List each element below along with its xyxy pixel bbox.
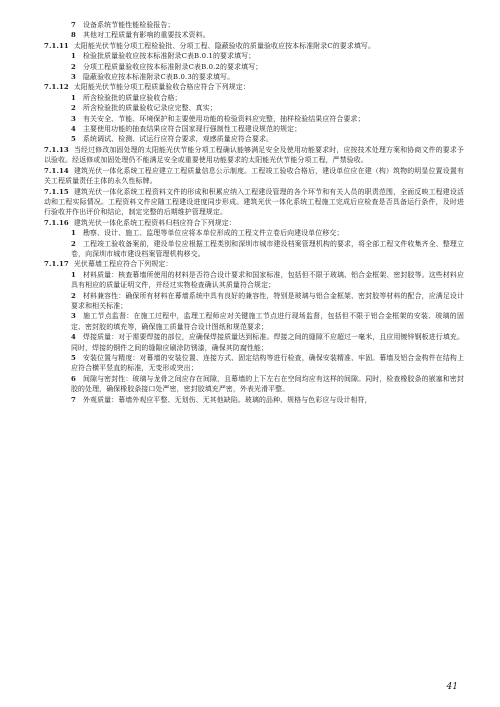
item-text: 设备系统节能性能检验报告； [83,21,175,29]
item-text: 检验批质量验收应按本标准附录C表B.0.1的要求填写； [83,52,256,61]
list-item [44,311,464,332]
clause [44,187,464,218]
clause [44,259,464,269]
list-item [44,270,464,291]
item-text: 隐蔽验收应按本标准附录C表B.0.3的要求填写。 [83,73,235,82]
clause-number: 7.1.11 [44,41,69,50]
list-item [44,114,464,124]
item-number: 6 [71,374,76,383]
list-item [44,103,464,113]
clause-text: 建筑光伏一体化系统工程应建立工程质量信息公示制度。工程竣工验收合格后，建设单位应在建（构）筑物的明显位置设置有关工程质量责任主体的永久性标牌。 [44,166,464,186]
list-item [44,72,464,82]
item-number: 1 [71,52,76,61]
clause [44,218,464,228]
clause-text: 建筑光伏一体化系统工程资料文件的形成和积累应纳入工程建设管理的各个环节和有关人员的职责范围，全面反映工程建设活动和工程实际情况。工程资料文件应随工程建设进度同步形成。建筑光伏一体化系统工程施工完成后应检查是否具备运行条件，及时进行验收并作出评价和结论，制定完整的后期维护管理规定。 [44,187,464,217]
list-item [44,374,464,395]
list-item [44,51,464,61]
list-item [44,239,464,260]
item-text: 外观质量：幕墙外观应平整、无划伤、无其他缺陷。玻璃的品种、规格与色彩应与设计相符， [83,395,372,404]
item-number: 8 [71,31,76,40]
item-text: 分项工程质量验收应按本标准附录C表B.0.2的要求填写； [83,62,263,71]
list-item [44,30,464,40]
item-text: 焊接质量：对于需要焊接的部位，应确保焊接质量达到标准。焊接之间的缝隙不应超过一毫米，且应用镀锌钢板进行填充。同时，焊接的钢件之间的缝隙应刷涂防锈漆，确保其防腐性能； [71,333,464,352]
item-text: 主要使用功能的抽查结果应符合国家现行强制性工程建设规范的规定； [83,125,302,134]
clause-number: 7.1.13 [44,145,69,154]
clause-text: 光伏幕墙工程应符合下列规定： [73,260,173,269]
list-item [44,134,464,144]
item-text: 系统调试、检测、试运行应符合要求，观感质量应符合要求。 [83,135,274,144]
item-number: 3 [71,312,76,321]
item-number: 2 [71,291,76,300]
list-item [44,228,464,238]
item-number: 2 [71,104,76,113]
item-text: 有关安全、节能、环境保护和主要使用功能的检验资料应完整，抽样检验结果应符合要求； [83,114,365,123]
clause [44,166,464,187]
clause-number: 7.1.17 [44,260,69,269]
item-number: 2 [71,62,76,71]
item-number: 4 [71,125,76,134]
clause-number: 7.1.15 [44,187,69,196]
clause-text: 当经过修改加固处理的太阳能光伏节能分项工程确认能够满足安全及使用功能要求时，应按技术处理方案和协商文件的要求予以验收。经返修或加固处理仍不能满足安全或重要使用功能要求的太阳能光伏节能分项工程，严禁验收。 [44,145,464,165]
item-number: 4 [71,333,76,342]
clause-number: 7.1.16 [44,218,69,227]
item-text: 材料兼容性：确保所有材料在幕墙系统中具有良好的兼容性，特别是玻璃与铝合金框架、密封胶等材料的配合，应满足设计要求和相关标准； [71,291,464,310]
page-number: 41 [446,682,458,692]
item-number: 3 [71,73,76,82]
item-number: 3 [71,114,76,123]
item-number: 1 [71,93,76,102]
clause-number: 7.1.14 [44,166,69,175]
clause-text: 建筑光伏一体化系统工程资料归档应符合下列规定： [73,218,236,227]
item-number: 1 [71,270,76,279]
item-text: 所含检验批的质量验收记录应完整、真实； [83,104,217,113]
item-text: 其他对工程质量有影响的重要技术资料。 [83,31,210,40]
item-text: 勘察、设计、施工、监理等单位应将本单位形成的工程文件立卷后向建设单位移交； [83,229,344,238]
list-item [44,62,464,72]
item-text: 所含检验批的质量应验收合格； [83,93,182,102]
item-number: 7 [71,21,76,29]
item-text: 间隙与密封性：玻璃与龙骨之间应存在间隙，且幕墙的上下左右在空间均应有这样的间隙。同时，检查橡胶条的嵌塞和密封胶的处理，确保橡胶条接口处严密，密封胶填充严密，外表光滑平整。 [71,374,464,394]
list-item [44,353,464,374]
clause-number: 7.1.12 [44,83,69,92]
clause [44,145,464,166]
list-item [44,93,464,103]
list-item [44,395,464,405]
item-number: 1 [71,229,76,238]
item-text: 施工节点监督：在施工过程中，监理工程师应对关键施工节点进行现场监督，包括但不限于铝合金框架的安装、玻璃的固定、密封胶的填充等，确保施工质量符合设计图纸和规范要求； [71,312,464,331]
item-number: 2 [71,239,76,248]
list-item [44,20,464,30]
item-text: 材料质量：核查幕墙所使用的材料是否符合设计要求和国家标准，包括但不限于玻璃、铝合金框架、密封胶等。这些材料应具有相应的质量证明文件，并经过实物检查确认其质量符合规定； [71,270,464,290]
item-number: 5 [71,135,76,144]
item-number: 7 [71,395,76,404]
item-text: 工程竣工验收备案前，建设单位应根据工程类别和深圳市城市建设档案管理机构的要求，将全部工程文件收集齐全、整理立卷，向深圳市城市建设档案管理机构移交。 [71,239,464,258]
item-number: 5 [71,354,76,362]
list-item [44,291,464,312]
clause-text: 太阳能光伏节能分项工程质量验收合格应符合下列规定： [73,83,250,92]
list-item [44,124,464,134]
document-body [44,20,464,405]
clause [44,82,464,92]
clause [44,41,464,51]
item-text: 安装位置与精度：对幕墙的安装位置、连接方式、固定结构等进行检查，确保安装精准、牢固。幕墙及铝合金构件在结构上应符合横平竖直的标准，无变形或突出； [71,354,464,373]
clause-text: 太阳能光伏节能分项工程检验批、分项工程、隐蔽验收的质量验收应按本标准附录C的要求填写。 [73,41,376,50]
list-item [44,332,464,353]
